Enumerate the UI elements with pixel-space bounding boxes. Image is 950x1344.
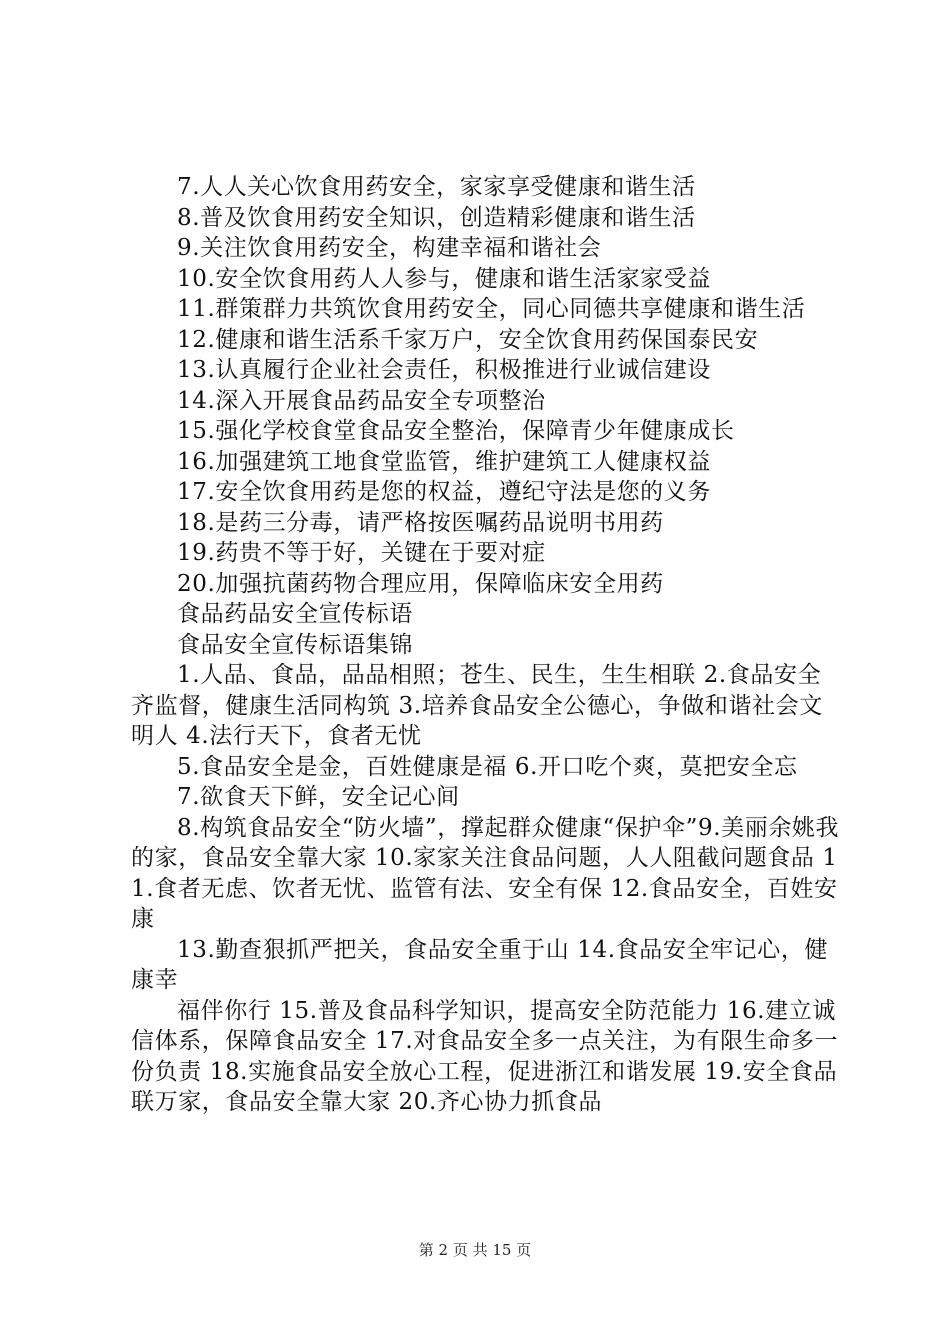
paragraph: 5.食品安全是金，百姓健康是福 6.开口吃个爽，莫把安全忘 (177, 753, 798, 780)
section-heading: 食品药品安全宣传标语 (177, 601, 413, 627)
paragraph: 12.健康和谐生活系千家万户，安全饮食用药保国泰民安 (177, 326, 759, 353)
paragraph: 8.构筑食品安全“防火墙”，撑起群众健康“保护伞”9.美丽余姚我的家，食品安全靠大家 10.家家关注食品问题，人人阻截问题食品 11.食者无虑、饮者无忧、监管有法、安全有保 12.食品安全，百姓安康 (131, 814, 840, 932)
paragraph: 20.加强抗菌药物合理应用，保障临床安全用药 (177, 570, 664, 597)
page-number-footer: 第 2 页 共 15 页 (418, 1241, 532, 1259)
paragraph: 福伴你行 15.普及食品科学知识，提高安全防范能力 16.建立诚信体系，保障食品安全 17.对食品安全多一点关注，为有限生命多一份负责 18.实施食品安全放心工程，促进浙江和谐发展 19.安全食品联万家，食品安全靠大家 20.齐心协力抓食品 (131, 997, 839, 1115)
section-heading: 食品安全宣传标语集锦 (177, 631, 413, 658)
paragraph: 7.人人关心饮食用药安全，家家享受健康和谐生活 (177, 174, 696, 200)
paragraph: 1.人品、食品，品品相照；苍生、民生，生生相联 2.食品安全齐监督，健康生活同构筑 3.培养食品安全公德心，争做和谐社会文明人 4.法行天下，食者无忧 (131, 662, 823, 749)
paragraph: 8.普及饮食用药安全知识，创造精彩健康和谐生活 (177, 204, 696, 231)
paragraph: 10.安全饮食用药人人参与，健康和谐生活家家受益 (177, 265, 711, 292)
paragraph: 13.认真履行企业社会责任，积极推进行业诚信建设 (177, 357, 711, 383)
paragraph: 14.深入开展食品药品安全专项整治 (177, 387, 546, 414)
paragraph: 11.群策群力共筑饮食用药安全，同心同德共享健康和谐生活 (177, 296, 806, 322)
paragraph: 13.勤查狠抓严把关，食品安全重于山 14.食品安全牢记心，健康幸 (131, 936, 829, 993)
paragraph: 15.强化学校食堂食品安全整治，保障青少年健康成长 (177, 418, 735, 444)
paragraph: 18.是药三分毒，请严格按医嘱药品说明书用药 (177, 509, 664, 536)
paragraph: 16.加强建筑工地食堂监管，维护建筑工人健康权益 (177, 448, 711, 475)
document-body (131, 172, 841, 1118)
paragraph: 7.欲食天下鲜，安全记心间 (177, 784, 460, 810)
paragraph: 17.安全饮食用药是您的权益，遵纪守法是您的义务 (177, 479, 711, 505)
paragraph: 9.关注饮食用药安全，构建幸福和谐社会 (177, 235, 602, 261)
paragraph: 19.药贵不等于好，关键在于要对症 (177, 540, 546, 566)
